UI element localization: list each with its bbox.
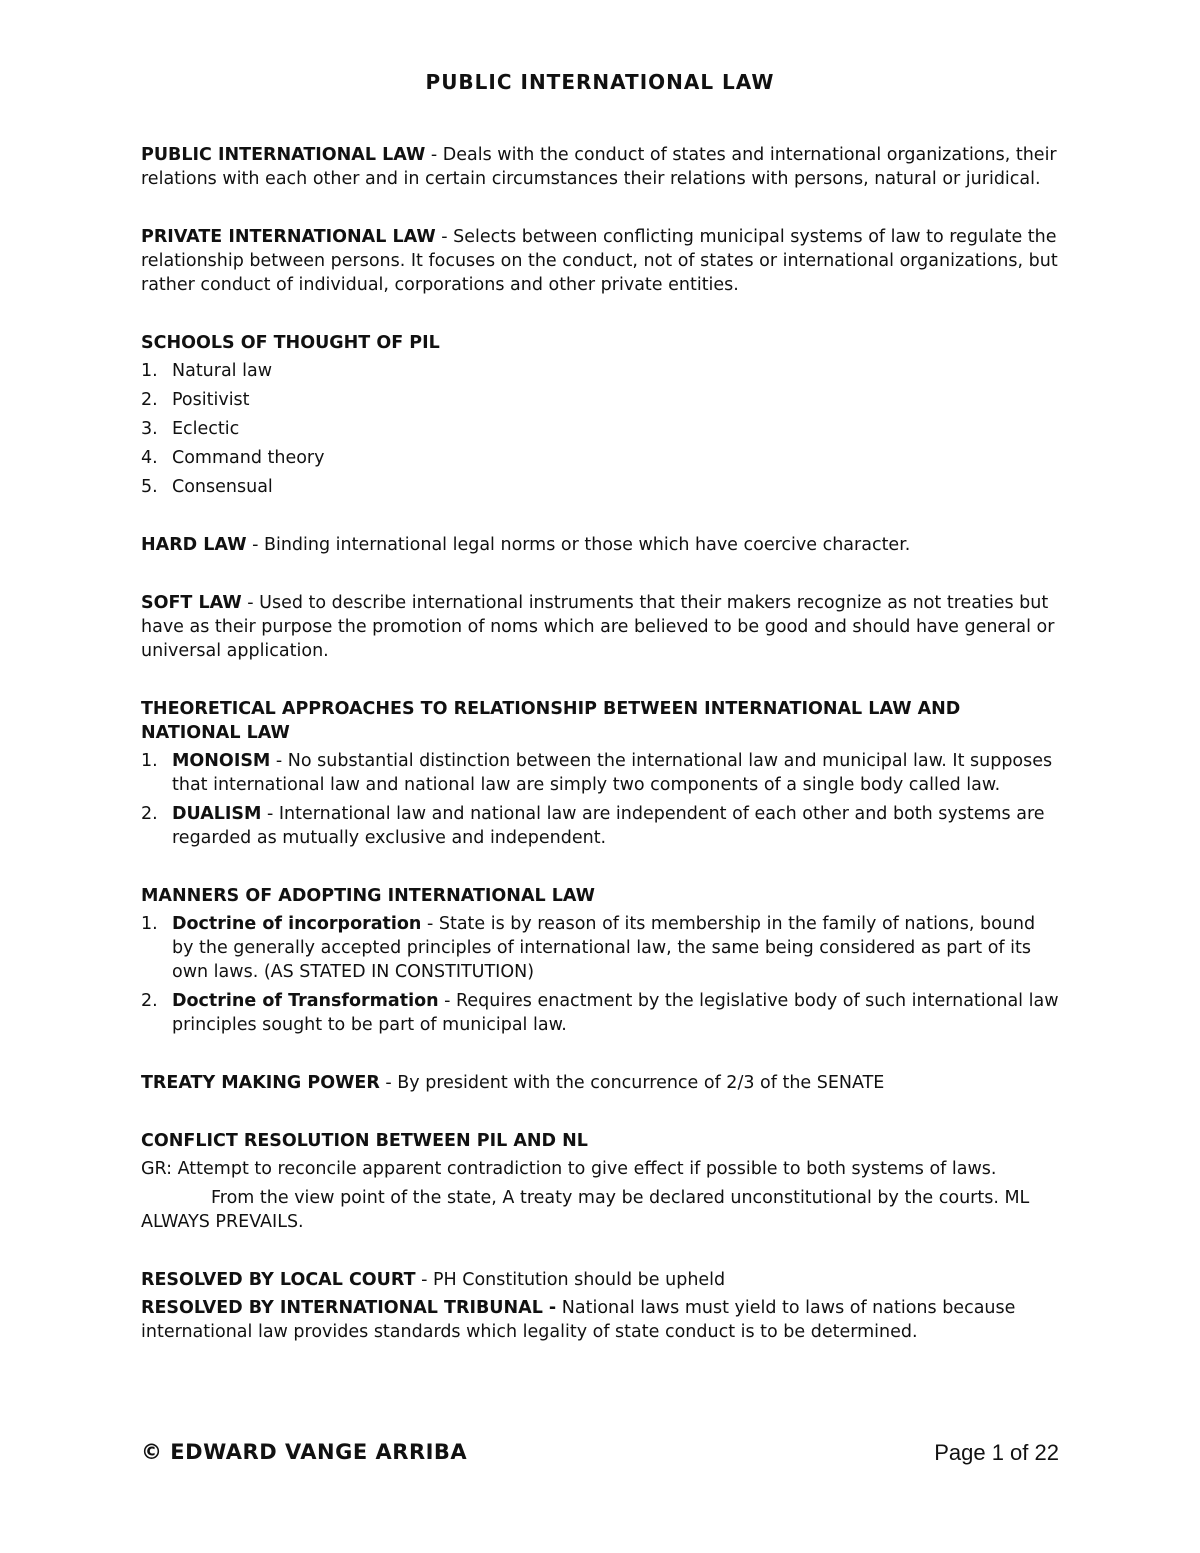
list-item	[141, 388, 1061, 412]
list-number: 1.	[141, 751, 158, 771]
definition-separator: -	[415, 1270, 433, 1290]
list-text: International law and national law are independent of each other and both systems are regarded as mutually exclusive and independent.	[172, 804, 1045, 848]
definition-soft-law	[141, 591, 1061, 663]
list-item	[141, 749, 1061, 797]
definition-term: RESOLVED BY LOCAL COURT	[141, 1270, 416, 1290]
definition-treaty-making-power	[141, 1071, 1061, 1095]
list-number: 1.	[141, 361, 158, 381]
list-item	[141, 417, 1061, 441]
definition-separator: -	[241, 593, 260, 613]
definition-text: Deals with the conduct of states and international organizations, their relations with each other and in certain circumstances their relations with persons, natural or juridical.	[141, 145, 1057, 189]
approaches-heading: THEORETICAL APPROACHES TO RELATIONSHIP BETWEEN INTERNATIONAL LAW AND NATIONAL LAW	[141, 699, 961, 743]
list-text: State is by reason of its membership in the family of nations, bound by the generally accepted principles of international law, the same being considered as part of its own laws. (AS STATED IN CONSTITUTION)	[172, 914, 1036, 982]
definition-separator: -	[425, 145, 443, 165]
list-term: Doctrine of incorporation	[172, 914, 422, 934]
document-title: PUBLIC INTERNATIONAL LAW	[425, 70, 775, 94]
definition-term: PUBLIC INTERNATIONAL LAW	[141, 145, 426, 165]
definition-international-tribunal	[141, 1296, 1061, 1344]
definition-separator: -	[435, 227, 454, 247]
list-number: 4.	[141, 448, 158, 468]
list-item	[141, 989, 1061, 1037]
definition-term: RESOLVED BY INTERNATIONAL TRIBUNAL -	[141, 1298, 557, 1318]
state-viewpoint-text: From the view point of the state, A treaty may be declared unconstitutional by the courts. ML ALWAYS PREVAILS.	[141, 1188, 1030, 1232]
list-text: Positivist	[172, 390, 250, 410]
list-text: Natural law	[172, 361, 273, 381]
list-item	[141, 802, 1061, 850]
list-separator: -	[421, 914, 439, 934]
list-item	[141, 359, 1061, 383]
schools-list	[141, 359, 1061, 499]
list-number: 2.	[141, 390, 158, 410]
manners-list	[141, 912, 1061, 1037]
list-text: Consensual	[172, 477, 273, 497]
definition-hard-law	[141, 533, 1061, 557]
list-number: 5.	[141, 477, 158, 497]
definition-term: HARD LAW	[141, 535, 247, 555]
definition-term: TREATY MAKING POWER	[141, 1073, 380, 1093]
list-separator: -	[438, 991, 457, 1011]
definition-public-international-law	[141, 143, 1061, 191]
list-separator: -	[261, 804, 279, 824]
list-text: Requires enactment by the legislative body of such international law principles sought to be part of municipal law.	[172, 991, 1059, 1035]
definition-private-international-law	[141, 225, 1061, 297]
definition-text: Binding international legal norms or those which have coercive character.	[263, 535, 911, 555]
list-term: Doctrine of Transformation	[172, 991, 439, 1011]
document-body	[141, 143, 1061, 1378]
definition-separator: -	[379, 1073, 398, 1093]
definition-text: Selects between conflicting municipal systems of law to regulate the relationship between persons. It focuses on the conduct, not of states or international organizations, but rather conduct of individual, corporations and other private entities.	[141, 227, 1058, 295]
list-number: 2.	[141, 991, 158, 1011]
list-text: Command theory	[172, 448, 325, 468]
definition-text: Used to describe international instruments that their makers recognize as not treaties but have as their purpose the promotion of noms which are believed to be good and should have general or universal application.	[141, 593, 1055, 661]
footer-page-number: Page 1 of 22	[934, 1440, 1059, 1465]
definition-term: PRIVATE INTERNATIONAL LAW	[141, 227, 436, 247]
approaches-list	[141, 749, 1061, 850]
list-number: 3.	[141, 419, 158, 439]
definition-text: National laws must yield to laws of nations because international law provides standards which legality of state conduct is to be determined.	[141, 1298, 1016, 1342]
list-term: MONOISM	[172, 751, 271, 771]
list-term: DUALISM	[172, 804, 262, 824]
list-number: 1.	[141, 914, 158, 934]
definition-local-court	[141, 1268, 1061, 1292]
list-text: No substantial distinction between the international law and municipal law. It supposes that international law and national law are simply two components of a single body called law.	[172, 751, 1053, 795]
list-item	[141, 475, 1061, 499]
list-number: 2.	[141, 804, 158, 824]
definition-text: By president with the concurrence of 2/3 of the SENATE	[397, 1073, 885, 1093]
list-separator: -	[270, 751, 288, 771]
conflict-heading: CONFLICT RESOLUTION BETWEEN PIL AND NL	[141, 1131, 588, 1151]
schools-heading: SCHOOLS OF THOUGHT OF PIL	[141, 333, 440, 353]
list-item	[141, 912, 1061, 984]
manners-heading: MANNERS OF ADOPTING INTERNATIONAL LAW	[141, 886, 595, 906]
list-text: Eclectic	[172, 419, 240, 439]
list-item	[141, 446, 1061, 470]
general-rule-text: GR: Attempt to reconcile apparent contradiction to give effect if possible to both systems of laws.	[141, 1159, 997, 1179]
definition-separator: -	[246, 535, 264, 555]
definition-text: PH Constitution should be upheld	[432, 1270, 726, 1290]
definition-term: SOFT LAW	[141, 593, 242, 613]
footer-author: © EDWARD VANGE ARRIBA	[141, 1440, 468, 1464]
